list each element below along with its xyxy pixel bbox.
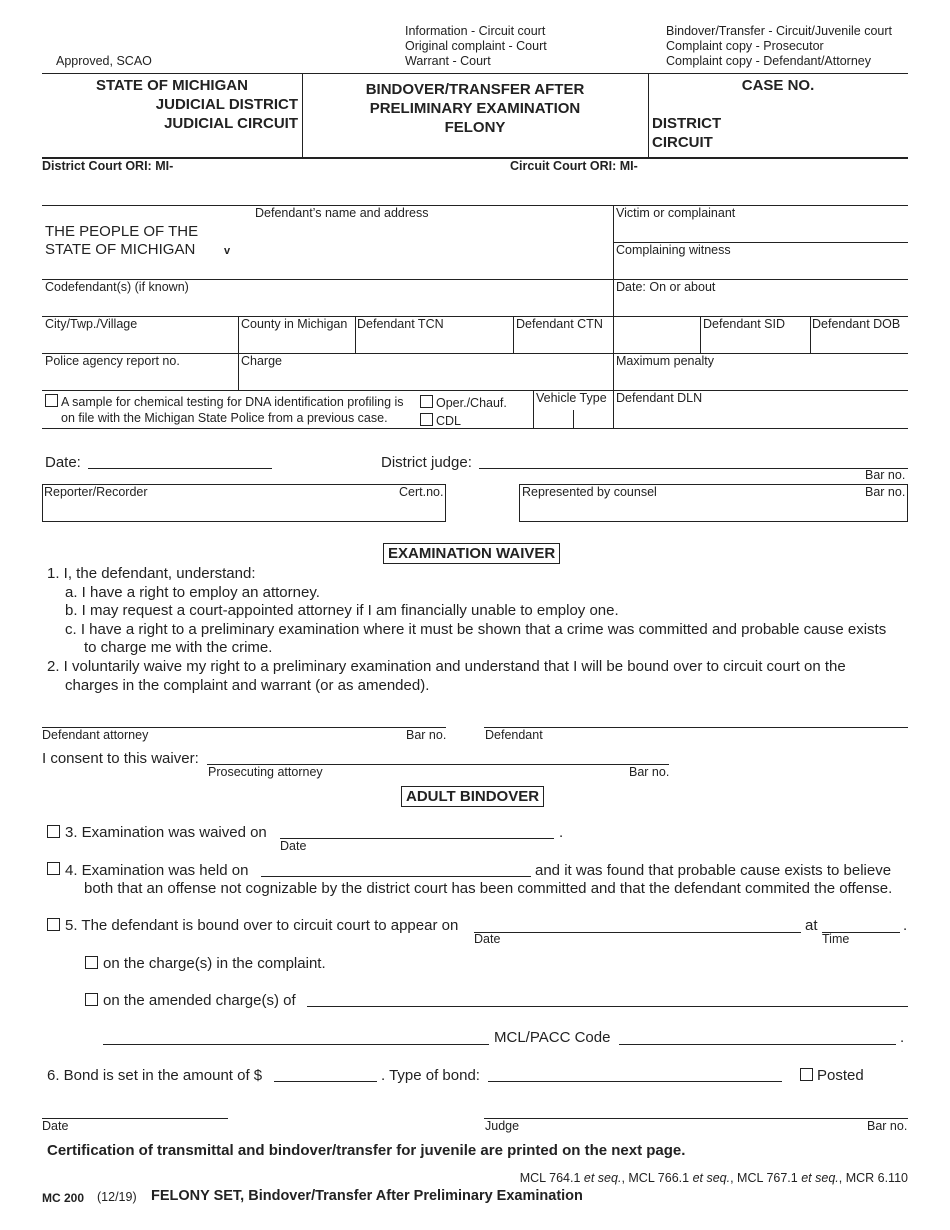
examination-waiver-title: EXAMINATION WAIVER <box>383 543 560 564</box>
item-3-period: . <box>559 824 564 841</box>
distribution-warrant: Warrant - Court <box>405 54 491 68</box>
distribution-bindover: Bindover/Transfer - Circuit/Juvenile court <box>666 24 893 38</box>
judge-signature[interactable] <box>484 1118 908 1119</box>
distribution-info: Information - Circuit court <box>405 24 546 38</box>
defendant-signature[interactable] <box>484 727 908 728</box>
bond-amount-field[interactable] <box>274 1081 377 1082</box>
judge-signature-bar-no-label: Bar no. <box>867 1119 908 1133</box>
form-title-1: BINDOVER/TRANSFER AFTER <box>365 81 585 98</box>
waiver-item-2-line-2: charges in the complaint and warrant (or as amended). <box>65 677 430 694</box>
dna-text-1: A sample for chemical testing for DNA identification profiling is <box>61 395 404 409</box>
mcl-pacc-field[interactable] <box>619 1044 896 1045</box>
district-judge-field[interactable] <box>479 468 908 469</box>
posted-checkbox[interactable] <box>800 1068 813 1081</box>
people-line-2: STATE OF MICHIGAN <box>45 241 196 258</box>
appear-time-label: Time <box>822 932 850 946</box>
reporter-label: Reporter/Recorder <box>44 485 148 499</box>
form-revision: (12/19) <box>97 1190 137 1204</box>
amended-charges-label: on the amended charge(s) of <box>103 992 296 1009</box>
oper-chauf-checkbox[interactable] <box>420 395 433 408</box>
victim-label: Victim or complainant <box>616 206 736 220</box>
represented-label: Represented by counsel <box>522 485 657 499</box>
judicial-circuit: JUDICIAL CIRCUIT <box>164 115 298 132</box>
mcl-pacc-label: MCL/PACC Code <box>494 1029 611 1046</box>
offense-date-label: Date: On or about <box>616 280 716 294</box>
signature-date-label: Date <box>42 1119 69 1133</box>
oper-chauf-label: Oper./Chauf. <box>436 396 507 410</box>
exam-held-date-field[interactable] <box>261 876 531 877</box>
at-label: at <box>805 917 818 934</box>
certification-note: Certification of transmittal and bindover/transfer for juvenile are printed on the next page. <box>47 1142 686 1159</box>
cert-no-label: Cert.no. <box>399 485 444 499</box>
police-report-label: Police agency report no. <box>45 354 180 368</box>
prosecuting-attorney-label: Prosecuting attorney <box>208 765 323 779</box>
form-title-2: PRELIMINARY EXAMINATION <box>369 100 581 117</box>
counsel-bar-no-label: Bar no. <box>865 485 906 499</box>
signature-date-field[interactable] <box>42 1118 228 1119</box>
complaining-witness-label: Complaining witness <box>616 243 731 257</box>
appear-date-label: Date <box>474 932 501 946</box>
amended-charges-field[interactable] <box>307 1006 908 1007</box>
waiver-item-2-line-1: 2. I voluntarily waive my right to a preliminary examination and understand that I will be bound over to circuit court on the <box>47 658 846 675</box>
charge-label: Charge <box>241 354 282 368</box>
dln-label: Defendant DLN <box>616 391 703 405</box>
dob-label: Defendant DOB <box>812 317 901 331</box>
prosecutor-bar-no-label: Bar no. <box>629 765 670 779</box>
defendant-name-label: Defendant’s name and address <box>255 206 429 220</box>
waived-date-label: Date <box>280 839 307 853</box>
date-label: Date: <box>45 454 81 471</box>
waiver-item-1a: a. I have a right to employ an attorney. <box>65 584 320 601</box>
cdl-checkbox[interactable] <box>420 413 433 426</box>
county-label: County in Michigan <box>241 317 348 331</box>
type-of-bond-field[interactable] <box>488 1081 782 1082</box>
item-4-line-2: both that an offense not cognizable by the district court has been committed and that the defendant commited the offense. <box>84 880 893 897</box>
defendant-label: Defendant <box>485 728 543 742</box>
form-title-3: FELONY <box>444 119 506 136</box>
distribution-complaint: Original complaint - Court <box>405 39 547 53</box>
item-3-checkbox[interactable] <box>47 825 60 838</box>
attorney-bar-no-label: Bar no. <box>406 728 447 742</box>
form-number: MC 200 <box>42 1191 85 1205</box>
charges-complaint-label: on the charge(s) in the complaint. <box>103 955 326 972</box>
type-of-bond-label: . Type of bond: <box>381 1067 480 1084</box>
distribution-defendant: Complaint copy - Defendant/Attorney <box>666 54 871 68</box>
waiver-item-1c-line-2: to charge me with the crime. <box>84 639 273 656</box>
approved-text: Approved, SCAO <box>56 54 152 68</box>
city-label: City/Twp./Village <box>45 317 138 331</box>
dna-checkbox[interactable] <box>45 394 58 407</box>
judge-label: Judge <box>485 1119 520 1133</box>
item-5-text: 5. The defendant is bound over to circuit court to appear on <box>65 917 459 934</box>
consent-label: I consent to this waiver: <box>42 750 199 767</box>
ctn-label: Defendant CTN <box>516 317 603 331</box>
amended-charges-checkbox[interactable] <box>85 993 98 1006</box>
item-3-text: 3. Examination was waived on <box>65 824 267 841</box>
versus-label: v <box>224 245 231 257</box>
item-4-checkbox[interactable] <box>47 862 60 875</box>
tcn-label: Defendant TCN <box>357 317 444 331</box>
cdl-label: CDL <box>436 414 462 428</box>
distribution-prosecutor: Complaint copy - Prosecutor <box>666 39 824 53</box>
vehicle-type-label: Vehicle Type <box>536 391 607 405</box>
dna-text-2: on file with the Michigan State Police from a previous case. <box>61 411 388 425</box>
case-no-label: CASE NO. <box>741 77 815 94</box>
appear-date-field[interactable] <box>474 932 801 933</box>
defendant-attorney-label: Defendant attorney <box>42 728 149 742</box>
waiver-item-1c-line-1: c. I have a right to a preliminary examination where it must be shown that a crime was committed and probable cause exists <box>65 621 887 638</box>
adult-bindover-title: ADULT BINDOVER <box>401 786 544 807</box>
circuit-label: CIRCUIT <box>652 134 713 151</box>
state-of-michigan: STATE OF MICHIGAN <box>96 77 248 94</box>
codefendants-label: Codefendant(s) (if known) <box>45 280 189 294</box>
charge-description-field[interactable] <box>103 1044 489 1045</box>
item-5-checkbox[interactable] <box>47 918 60 931</box>
charges-complaint-checkbox[interactable] <box>85 956 98 969</box>
form-footer-title: FELONY SET, Bindover/Transfer After Preliminary Examination <box>151 1188 583 1204</box>
item-4-text: 4. Examination was held on <box>65 862 249 879</box>
judicial-district: JUDICIAL DISTRICT <box>155 96 298 113</box>
people-line-1: THE PEOPLE OF THE <box>45 223 199 240</box>
circuit-ori: Circuit Court ORI: MI- <box>510 159 638 173</box>
district-ori: District Court ORI: MI- <box>42 159 174 173</box>
waiver-item-1b: b. I may request a court-appointed attorney if I am financially unable to employ one. <box>65 602 619 619</box>
district-label: DISTRICT <box>652 115 722 132</box>
district-judge-label: District judge: <box>381 454 472 471</box>
posted-label: Posted <box>817 1067 864 1084</box>
item-6-text: 6. Bond is set in the amount of $ <box>47 1067 263 1084</box>
max-penalty-label: Maximum penalty <box>616 354 714 368</box>
judge-bar-no-label: Bar no. <box>865 468 906 482</box>
sid-label: Defendant SID <box>703 317 785 331</box>
mcl-pacc-period: . <box>900 1029 905 1046</box>
mcl-citations: MCL 764.1 et seq., MCL 766.1 et seq., MCL 767.1 et seq., MCR 6.110 <box>519 1171 908 1185</box>
waiver-item-1: 1. I, the defendant, understand: <box>47 565 256 582</box>
item-4-text-cont: and it was found that probable cause exists to believe <box>535 862 892 879</box>
date-field[interactable] <box>88 468 272 469</box>
waived-date-field[interactable] <box>280 838 554 839</box>
item-5-period: . <box>903 917 908 934</box>
